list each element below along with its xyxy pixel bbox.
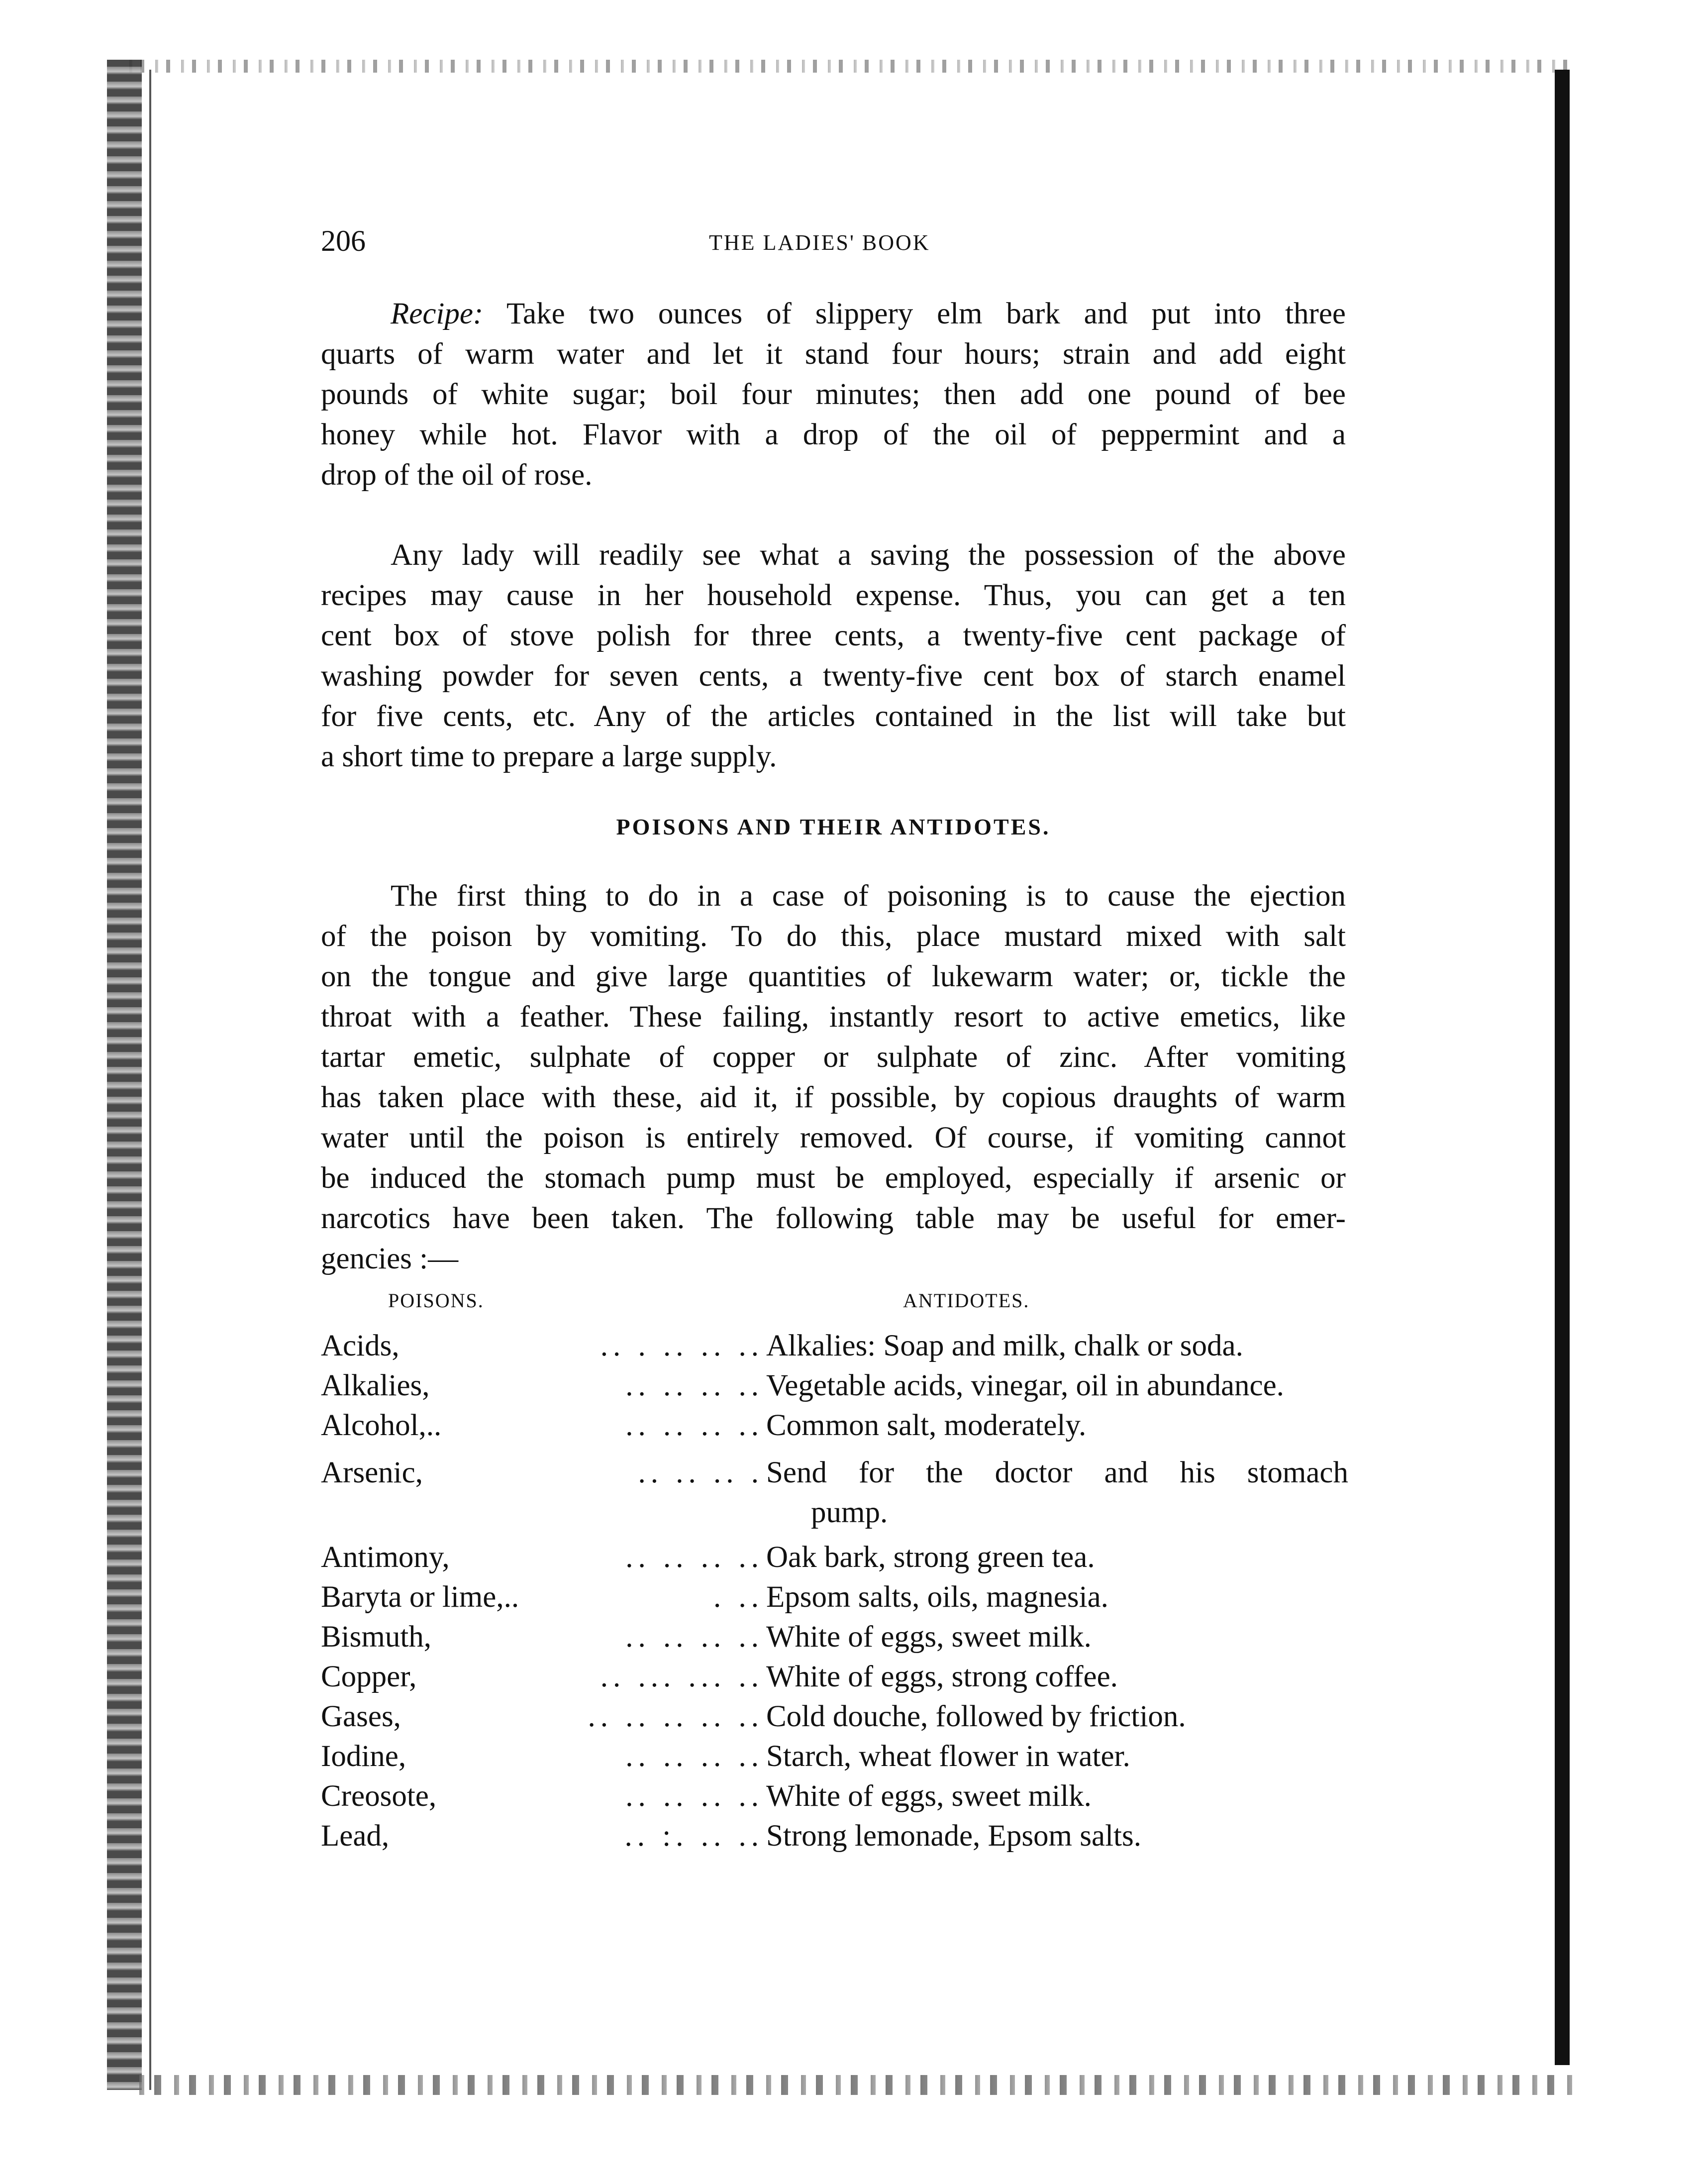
- leader-dots: .. .. .. ..: [625, 1740, 764, 1773]
- leader-dots: .. :. .. ..: [624, 1819, 764, 1853]
- leader-dots: .. .. .. ..: [625, 1541, 764, 1574]
- leader-dots: .. . .. .. ..: [600, 1329, 764, 1362]
- poison-name: Lead,: [321, 1819, 390, 1853]
- poison-line: throat with a feather. These failing, instantly resort to active emetics, like: [321, 1000, 1346, 1034]
- recipe-line: Recipe: Take two ounces of slippery elm bark and put into three: [391, 297, 1346, 330]
- savings-line: recipes may cause in her household expense. Thus, you can get a ten: [321, 579, 1346, 612]
- poison-line: gencies :—: [321, 1242, 459, 1275]
- antidote-text: [766, 1453, 1348, 1533]
- antidote-text: Vegetable acids, vinegar, oil in abundance.: [766, 1369, 1284, 1402]
- antidote-text: Oak bark, strong green tea.: [766, 1541, 1095, 1574]
- poison-name: Bismuth,: [321, 1620, 432, 1654]
- poison-paragraph: [321, 876, 1346, 1279]
- poison-name: Baryta or lime,..: [321, 1580, 519, 1614]
- poison-line: on the tongue and give large quantities of lukewarm water; or, tickle the: [321, 960, 1346, 993]
- scan-edge-right: [1555, 70, 1570, 2065]
- poison-name: Alkalies,: [321, 1369, 430, 1402]
- running-head: [321, 224, 1346, 264]
- antidote-text: Alkalies: Soap and milk, chalk or soda.: [766, 1329, 1243, 1362]
- book-title: THE LADIES' BOOK: [709, 230, 930, 255]
- leader-dots: .. .. .. ..: [625, 1409, 764, 1442]
- antidote-text: White of eggs, strong coffee.: [766, 1660, 1118, 1693]
- poison-line: be induced the stomach pump must be employed, especially if arsenic or: [321, 1161, 1346, 1195]
- leader-dots: .. ... ... ..: [600, 1660, 764, 1693]
- poison-line: The first thing to do in a case of poisoning is to cause the ejection: [391, 879, 1346, 913]
- poison-name: Gases,: [321, 1700, 401, 1733]
- savings-line: cent box of stove polish for three cents, a twenty-five cent package of: [321, 619, 1346, 652]
- recipe-line: quarts of warm water and let it stand four hours; strain and add eight: [321, 337, 1346, 371]
- poison-name: Antimony,: [321, 1541, 450, 1574]
- leader-dots: . ..: [713, 1580, 764, 1614]
- recipe-line: honey while hot. Flavor with a drop of the oil of peppermint and a: [321, 418, 1346, 451]
- poison-name: Arsenic,: [321, 1456, 423, 1489]
- poison-line: has taken place with these, aid it, if possible, by copious draughts of warm: [321, 1081, 1346, 1114]
- poison-name: Iodine,: [321, 1740, 406, 1773]
- poison-line: water until the poison is entirely removed. Of course, if vomiting cannot: [321, 1121, 1346, 1154]
- antidote-text: Starch, wheat flower in water.: [766, 1740, 1130, 1773]
- recipe-line: drop of the oil of rose.: [321, 458, 593, 492]
- leader-dots: .. .. .. ..: [625, 1369, 764, 1402]
- antidote-text: Cold douche, followed by friction.: [766, 1700, 1186, 1733]
- scan-edge-bottom: [139, 2075, 1572, 2095]
- savings-paragraph: [321, 535, 1346, 777]
- savings-line: a short time to prepare a large supply.: [321, 740, 777, 773]
- antidote-line: Send for the doctor and his stomach: [766, 1456, 1348, 1489]
- antidote-text: White of eggs, sweet milk.: [766, 1620, 1092, 1654]
- antidote-text: Epsom salts, oils, magnesia.: [766, 1580, 1108, 1614]
- poison-name: Copper,: [321, 1660, 417, 1693]
- poison-line: tartar emetic, sulphate of copper or sulphate of zinc. After vomiting: [321, 1040, 1346, 1074]
- poison-name: Alcohol,..: [321, 1409, 442, 1442]
- antidote-text: White of eggs, sweet milk.: [766, 1779, 1092, 1813]
- savings-line: washing powder for seven cents, a twenty-five cent box of starch enamel: [321, 659, 1346, 693]
- leader-dots: .. .. .. ..: [625, 1620, 764, 1654]
- leader-dots: .. .. .. ..: [625, 1779, 764, 1813]
- leader-dots: .. .. .. .: [638, 1456, 764, 1489]
- scan-edge-top: [129, 60, 1572, 73]
- poison-line: narcotics have been taken. The following table may be useful for emer-: [321, 1202, 1346, 1235]
- recipe-paragraph: [321, 294, 1346, 495]
- page-number: 206: [321, 224, 366, 257]
- recipe-label: Recipe:: [391, 297, 484, 330]
- column-header-poisons: POISONS.: [388, 1289, 484, 1312]
- poison-name: Creosote,: [321, 1779, 437, 1813]
- antidote-text: Common salt, moderately.: [766, 1409, 1087, 1442]
- poison-name: Acids,: [321, 1329, 400, 1362]
- section-heading: POISONS AND THEIR ANTIDOTES.: [616, 814, 1051, 839]
- column-header-antidotes: ANTIDOTES.: [903, 1289, 1030, 1312]
- leader-dots: .. .. .. .. ..: [588, 1700, 764, 1733]
- scan-binding-left: [107, 60, 142, 2090]
- savings-line: Any lady will readily see what a saving the possession of the above: [391, 538, 1346, 572]
- savings-line: for five cents, etc. Any of the articles contained in the list will take but: [321, 700, 1346, 733]
- scan-margin-line: [149, 70, 151, 2090]
- poison-line: of the poison by vomiting. To do this, place mustard mixed with salt: [321, 920, 1346, 953]
- recipe-line: pounds of white sugar; boil four minutes; then add one pound of bee: [321, 378, 1346, 411]
- antidote-continuation: pump.: [811, 1496, 888, 1529]
- antidote-text: Strong lemonade, Epsom salts.: [766, 1819, 1141, 1853]
